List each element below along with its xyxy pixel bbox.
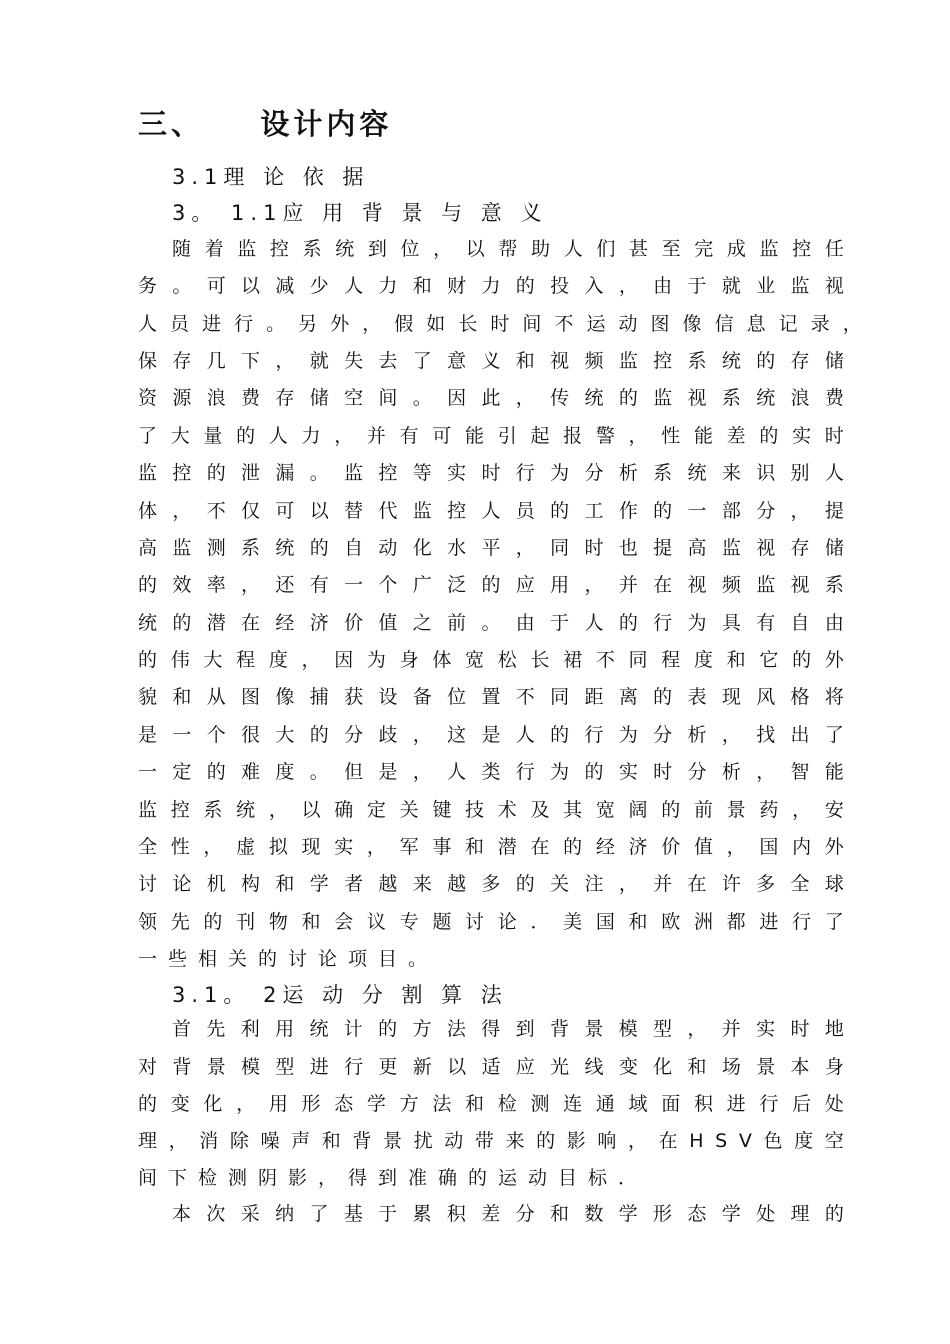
- paragraph-line: 理 ， 消 除 噪 声 和 背 景 扰 动 带 来 的 影 响 ， 在 H S V 色 度 空: [138, 1130, 844, 1152]
- paragraph-line: 的 伟 大 程 度 ， 因 为 身 体 宽 松 长 裙 不 同 程 度 和 它 的 外: [138, 649, 844, 671]
- paragraph-line: 保 存 几 下 ， 就 失 去 了 意 义 和 视 频 监 控 系 统 的 存 储: [138, 350, 844, 372]
- paragraph-line: 讨 论 机 构 和 学 者 越 来 越 多 的 关 注 ， 并 在 许 多 全 球: [138, 873, 844, 895]
- paragraph-line: 监 控 的 泄 漏 。 监 控 等 实 时 行 为 分 析 系 统 来 识 别 人: [138, 462, 844, 484]
- paragraph-line: 高 监 测 系 统 的 自 动 化 水 平 ， 同 时 也 提 高 监 视 存 储: [138, 537, 844, 559]
- chapter-title: 三、 设计内容: [138, 107, 393, 141]
- paragraph-line: 间下检测阴影，得到准确的运动目标．: [138, 1167, 649, 1189]
- paragraph-line: 资 源 浪 费 存 储 空 间 。 因 此 ， 传 统 的 监 视 系 统 浪 费: [138, 387, 844, 409]
- paragraph-line: 人 员 进 行 。 另 外 ， 假 如 长 时 间 不 运 动 图 像 信 息 记 录 ，: [138, 313, 862, 335]
- paragraph-line: 貌 和 从 图 像 捕 获 设 备 位 置 不 同 距 离 的 表 现 风 格 将: [138, 686, 844, 708]
- paragraph-line: 本 次 采 纳 了 基 于 累 积 差 分 和 数 学 形 态 学 处 理 的: [172, 1203, 844, 1225]
- section-heading-3-1-1: 3。 1.1应 用 背 景 与 意 义: [172, 201, 548, 225]
- paragraph-line: 一 定 的 难 度 。 但 是 ， 人 类 行 为 的 实 时 分 析 ， 智 能: [138, 761, 844, 783]
- section-heading-3-1-2: 3.1。 2运 动 分 割 算 法: [172, 983, 508, 1007]
- paragraph-line: 的 效 率 ， 还 有 一 个 广 泛 的 应 用 ， 并 在 视 频 监 视 系: [138, 574, 844, 596]
- paragraph-line: 的 变 化 ， 用 形 态 学 方 法 和 检 测 连 通 域 面 积 进 行 后 处: [138, 1093, 844, 1115]
- paragraph-line: 一些相关的讨论项目。: [138, 948, 439, 970]
- paragraph-line: 全 性 ， 虚 拟 现 实 ， 军 事 和 潜 在 的 经 济 价 值 ， 国 内 外: [138, 836, 844, 858]
- paragraph-line: 首 先 利 用 统 计 的 方 法 得 到 背 景 模 型 ， 并 实 时 地: [172, 1018, 844, 1040]
- paragraph-line: 领 先 的 刊 物 和 会 议 专 题 讨 论 ． 美 国 和 欧 洲 都 进 行 了: [138, 911, 844, 933]
- paragraph-line: 体 ， 不 仅 可 以 替 代 监 控 人 员 的 工 作 的 一 部 分 ， 提: [138, 500, 844, 522]
- section-heading-3-1: 3.1理 论 依 据: [172, 165, 370, 189]
- paragraph-line: 对 背 景 模 型 进 行 更 新 以 适 应 光 线 变 化 和 场 景 本 身: [138, 1056, 844, 1078]
- paragraph-line: 随 着 监 控 系 统 到 位 ， 以 帮 助 人 们 甚 至 完 成 监 控 任: [172, 238, 844, 260]
- paragraph-line: 监 控 系 统 ， 以 确 定 关 键 技 术 及 其 宽 阔 的 前 景 药 ， 安: [138, 799, 844, 821]
- paragraph-line: 了 大 量 的 人 力 ， 并 有 可 能 引 起 报 警 ， 性 能 差 的 实 时: [138, 425, 844, 447]
- paragraph-line: 统 的 潜 在 经 济 价 值 之 前 。 由 于 人 的 行 为 具 有 自 由: [138, 612, 844, 634]
- paragraph-line: 务 。 可 以 减 少 人 力 和 财 力 的 投 入 ， 由 于 就 业 监 视: [138, 275, 844, 297]
- paragraph-line: 是 一 个 很 大 的 分 歧 ， 这 是 人 的 行 为 分 析 ， 找 出 了: [138, 724, 844, 746]
